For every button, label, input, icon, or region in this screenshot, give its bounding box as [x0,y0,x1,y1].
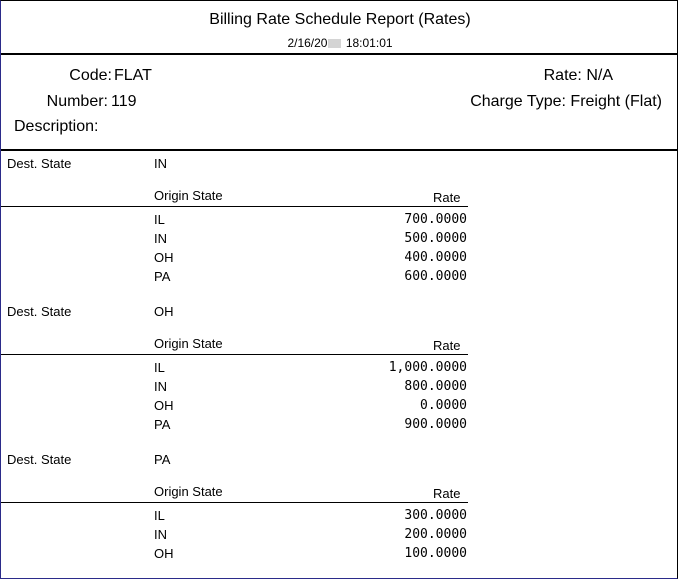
charge-type-value: Freight (Flat) [570,93,662,110]
code-label: Code: [69,67,112,84]
dest-state-label: Dest. State [7,304,72,319]
origin-cell: OH [154,398,174,413]
rate-header: Rate [433,190,461,205]
origin-cell: IN [154,231,167,246]
rate-cell: 400.0000 [404,250,467,265]
header-divider [1,149,678,151]
column-header-rule [1,502,468,503]
description-label: Description: [14,118,99,135]
number-label: Number: [46,93,108,110]
rate-cell: 600.0000 [404,269,467,284]
dest-state-value: PA [154,452,171,467]
origin-state-header: Origin State [154,484,223,499]
report-datetime [1,36,678,50]
dest-state-label: Dest. State [7,452,72,467]
rate-field [544,67,662,85]
report-title: Billing Rate Schedule Report (Rates) [209,11,471,28]
rate-value: N/A [586,67,613,84]
number-value: 119 [111,93,137,110]
origin-cell: IL [154,212,165,227]
column-header-rule [1,354,468,355]
rate-header: Rate [433,338,461,353]
dest-state-value: IN [154,156,167,171]
origin-state-header: Origin State [154,336,223,351]
rate-cell: 200.0000 [404,527,467,542]
report-time: 18:01:01 [345,36,393,50]
dest-state-value: OH [154,304,174,319]
origin-cell: PA [154,417,171,432]
rate-header: Rate [433,486,461,501]
redacted-year [328,39,341,48]
charge-type-field [470,93,662,111]
rate-cell: 300.0000 [404,508,467,523]
dest-state-label: Dest. State [7,156,72,171]
rate-cell: 700.0000 [404,212,467,227]
charge-type-label: Charge Type: [470,93,566,110]
origin-cell: IL [154,360,165,375]
origin-cell: IN [154,527,167,542]
origin-cell: IL [154,508,165,523]
title-divider [1,53,678,55]
column-header-rule [1,206,468,207]
rate-cell: 900.0000 [404,417,467,432]
rate-cell: 500.0000 [404,231,467,246]
code-value: FLAT [114,67,152,84]
origin-cell: OH [154,546,174,561]
report-date: 2/16/20 [287,36,328,50]
rate-cell: 1,000.0000 [388,360,467,375]
origin-state-header: Origin State [154,188,223,203]
rate-cell: 0.0000 [420,398,467,413]
origin-cell: IN [154,379,167,394]
rate-label: Rate: [543,67,582,84]
rate-cell: 100.0000 [404,546,467,561]
rate-cell: 800.0000 [404,379,467,394]
origin-cell: OH [154,250,174,265]
origin-cell: PA [154,269,171,284]
